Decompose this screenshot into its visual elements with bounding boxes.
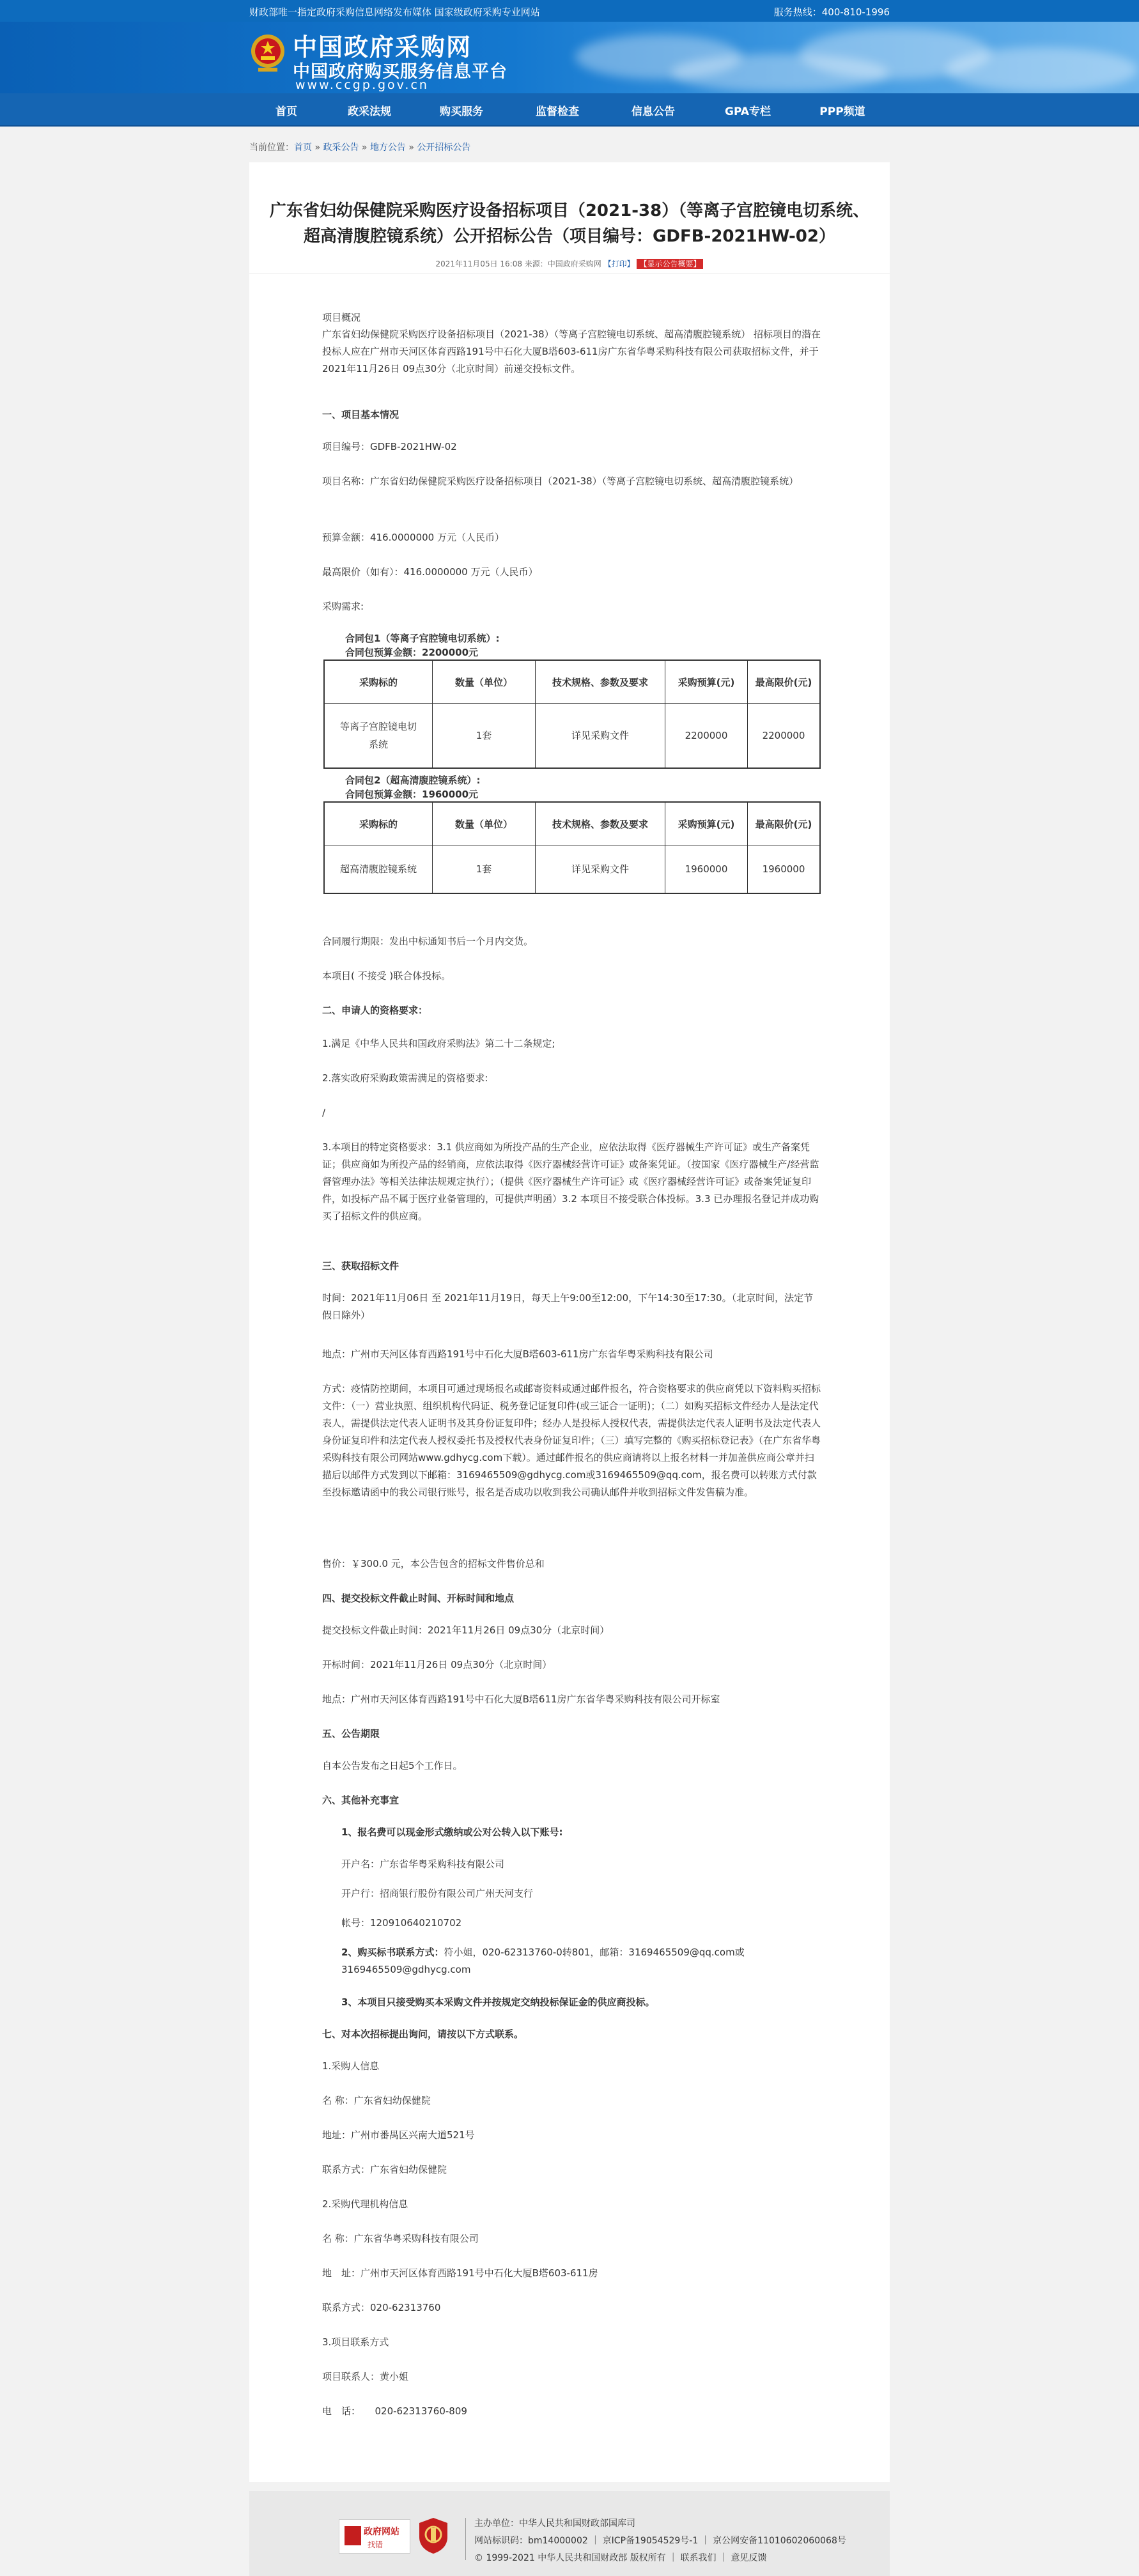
table-cell: 1套 [433, 704, 536, 769]
requirement-1: 1.满足《中华人民共和国政府采购法》第二十二条规定; [322, 1038, 555, 1049]
nav-item-services[interactable]: 购买服务 [440, 105, 483, 118]
show-summary-button[interactable]: 【显示公告概要】 [637, 259, 703, 269]
section-7-heading: 七、对本次招标提出询问，请按以下方式联系。 [322, 2028, 524, 2040]
table-cell: 1960000 [665, 845, 748, 894]
lot-1-heading [345, 631, 499, 659]
nav-item-gpa[interactable]: GPA专栏 [724, 105, 771, 118]
bank-account-number: 帐号：120910640210702 [341, 1917, 462, 1929]
table-cell: 详见采购文件 [536, 704, 665, 769]
table-row [324, 845, 820, 894]
bank-branch: 开户行：招商银行股份有限公司广州天河支行 [341, 1888, 534, 1899]
obtain-method: 方式：疫情防控期间，本项目可通过现场报名或邮寄资料或通过邮件报名，符合资格要求的供应商凭以下资料购买招标文件：（一）营业执照、组织机构代码证、税务登记证复印件(或三证合一证明)；（二）如购买招标文件经办人是法定代表人，需提供法定代表人证明书及其身份证复印件；经办人是投标人授权代表，需提供法定代表人证明书及法定代表人身份证复印件和法定代表人授权委托书及授权代表身份证复印件；（三）填写完整的《购买招标登记表》（在广东省华粤采购科技有限公司网站www.gdhycg.com下载）。通过邮件报名的供应商请将以上报名材料一并加盖供应商公章并扫描后以邮件方式发到以下邮箱：3169465509@gdhycg.com或3169465509@qq.com，报名费可以转账方式付款至投标邀请函中的我公司银行账号，报名是否成功以收到我公司确认邮件并收到招标文件发售稿为准。 [322, 1383, 821, 1498]
publish-date: 2021年11月05日 16:08 来源：中国政府采购网 [435, 259, 601, 268]
site-header [0, 22, 1139, 93]
submit-deadline: 提交投标文件截止时间：2021年11月26日 09点30分（北京时间） [322, 1624, 610, 1636]
table-cell: 等离子宫腔镜电切系统 [324, 704, 433, 769]
project-contact-phone: 电 话： 020-62313760-809 [322, 2405, 467, 2417]
purchaser-contact: 联系方式：广东省妇幼保健院 [322, 2164, 447, 2175]
table-header: 技术规格、参数及要求 [536, 660, 665, 704]
overview-text: 广东省妇幼保健院采购医疗设备招标项目（2021-38）（等离子宫腔镜电切系统、超高清腹腔镜系统） 招标项目的潜在投标人应在广州市天河区体育西路191号中石化大厦B塔603-611房广东省华粤采购科技有限公司获取招标文件，并于2021年11月26日 09点30分（北京时间）前递交投标文件。 [322, 328, 821, 374]
article-container [249, 162, 890, 2482]
nav-item-regulations[interactable]: 政采法规 [348, 105, 391, 118]
breadcrumb-sep: » [359, 143, 370, 153]
budget-amount: 预算金额：416.0000000 万元（人民币） [322, 532, 504, 543]
open-time: 开标时间：2021年11月26日 09点30分（北京时间） [322, 1659, 552, 1670]
nav-item-home[interactable]: 首页 [275, 105, 297, 118]
lot-2-title: 合同包2（超高清腹腔镜系统）: [345, 775, 481, 786]
main-nav [0, 93, 1139, 127]
lot-2-heading [345, 773, 480, 801]
bank-account-name: 开户名：广东省华粤采购科技有限公司 [341, 1858, 505, 1870]
divider [249, 273, 890, 274]
nav-item-supervision[interactable]: 监督检查 [536, 105, 579, 118]
party-gov-badge-icon[interactable] [417, 2517, 450, 2555]
agency-contact: 联系方式：020-62313760 [322, 2302, 441, 2313]
table-cell: 超高清腹腔镜系统 [324, 845, 433, 894]
table-cell: 2200000 [665, 704, 748, 769]
table-header: 采购预算(元) [665, 802, 748, 845]
supplement-2-label: 2、购买标书联系方式： [341, 1947, 444, 1958]
obtain-time: 时间：2021年11月06日 至 2021年11月19日，每天上午9:00至12:00，下午14:30至17:30。（北京时间，法定节假日除外） [322, 1292, 814, 1321]
table-cell: 详见采购文件 [536, 845, 665, 894]
section-2-heading: 二、申请人的资格要求： [322, 1005, 428, 1016]
contract-term: 合同履行期限：发出中标通知书后一个月内交货。 [322, 936, 534, 947]
site-url: www.ccgp.gov.cn [295, 78, 429, 92]
section-1-heading: 一、项目基本情况 [322, 409, 399, 420]
title-line-2: 超高清腹腔镜系统）公开招标公告（项目编号：GDFB-2021HW-02） [304, 227, 835, 246]
nav-item-notices[interactable]: 信息公告 [631, 105, 675, 118]
obtain-place: 地点：广州市天河区体育西路191号中石化大厦B塔603-611房广东省华粤采购科技有限公司 [322, 1348, 713, 1360]
open-place: 地点：广州市天河区体育西路191号中石化大厦B塔611房广东省华粤采购科技有限公司开标室 [322, 1693, 720, 1705]
top-bar [0, 0, 1139, 22]
site-logo-title[interactable]: 中国政府采购网 [293, 33, 472, 61]
supplement-2 [341, 1944, 789, 1978]
consortium-note: 本项目( 不接受 )联合体投标。 [322, 970, 451, 982]
title-line-1: 广东省妇幼保健院采购医疗设备招标项目（2021-38）（等离子宫腔镜电切系统、 [269, 201, 870, 220]
badge-subtitle: 找错 [368, 2540, 384, 2549]
demand-label: 采购需求: [322, 601, 364, 612]
supplement-3: 3、本项目只接受购买本采购文件并按规定交纳投标保证金的供应商投标。 [341, 1996, 655, 2008]
table-header: 最高限价(元) [748, 660, 821, 704]
footer-registration: 网站标识码：bm14000002 ｜ 京ICP备19054529号-1 ｜ 京公网安备11010602060068号 [474, 2536, 846, 2546]
breadcrumb-local[interactable]: 地方公告 [369, 143, 406, 153]
footer-copyright: © 1999-2021 中华人民共和国财政部 版权所有 ｜ 联系我们 ｜ 意见反馈 [474, 2553, 767, 2563]
purchaser-address: 地址：广州市番禺区兴南大道521号 [322, 2129, 475, 2141]
project-number: 项目编号：GDFB-2021HW-02 [322, 441, 457, 452]
lot-2-table [323, 801, 821, 894]
contact-1-label: 1.采购人信息 [322, 2060, 380, 2072]
requirement-2: 2.落实政府采购政策需满足的资格要求: [322, 1072, 488, 1084]
badge-title: 政府网站 [364, 2527, 399, 2537]
site-logo-subtitle: 中国政府购买服务信息平台 [293, 62, 508, 82]
table-row [324, 704, 820, 769]
breadcrumb [249, 141, 470, 153]
report-icon [345, 2526, 361, 2545]
document-price: 售价：￥300.0 元，本公告包含的招标文件售价总和 [322, 1558, 545, 1570]
table-header: 采购标的 [324, 802, 433, 845]
gov-site-error-report-badge[interactable] [339, 2519, 410, 2554]
lot-1-title: 合同包1（等离子宫腔镜电切系统）: [345, 633, 500, 644]
lot-2-budget: 合同包预算金额：1960000元 [345, 789, 479, 800]
breadcrumb-notices[interactable]: 政采公告 [323, 143, 359, 153]
nav-item-ppp[interactable]: PPP频道 [819, 105, 865, 118]
table-header: 数量（单位） [433, 660, 536, 704]
table-cell: 1960000 [748, 845, 821, 894]
section-6-heading: 六、其他补充事宜 [322, 1794, 399, 1806]
table-cell: 2200000 [748, 704, 821, 769]
breadcrumb-tender[interactable]: 公开招标公告 [417, 143, 471, 153]
lot-1-budget: 合同包预算金额：2200000元 [345, 647, 479, 658]
table-header: 最高限价(元) [748, 802, 821, 845]
footer-divider [465, 2518, 466, 2560]
section-5-heading: 五、公告期限 [322, 1728, 380, 1739]
site-footer [249, 2491, 890, 2576]
service-hotline: 服务热线：400-810-1996 [773, 6, 890, 18]
contact-3-label: 3.项目联系方式 [322, 2336, 389, 2348]
top-bar-slogan: 财政部唯一指定政府采购信息网络发布媒体 国家级政府采购专业网站 [249, 6, 540, 18]
breadcrumb-sep: » [312, 143, 323, 153]
article-meta [249, 258, 890, 269]
max-price: 最高限价（如有）：416.0000000 万元（人民币） [322, 566, 538, 578]
contact-2-label: 2.采购代理机构信息 [322, 2198, 408, 2210]
table-header: 采购预算(元) [665, 660, 748, 704]
purchaser-name: 名 称：广东省妇幼保健院 [322, 2095, 431, 2106]
section-4-heading: 四、提交投标文件截止时间、开标时间和地点 [322, 1593, 515, 1604]
project-contact-person: 项目联系人：黄小姐 [322, 2371, 409, 2382]
page-title [262, 198, 877, 249]
footer-organizer: 主办单位：中华人民共和国财政部国库司 [474, 2518, 635, 2529]
section-3-heading: 三、获取招标文件 [322, 1260, 399, 1272]
national-emblem-icon [249, 32, 286, 74]
table-cell: 1套 [433, 845, 536, 894]
supplement-1: 1、报名费可以现金形式缴纳或公对公转入以下账号: [341, 1826, 563, 1838]
breadcrumb-prefix: 当前位置： [249, 143, 294, 153]
table-header: 数量（单位） [433, 802, 536, 845]
breadcrumb-home[interactable]: 首页 [294, 143, 312, 153]
project-name: 项目名称：广东省妇幼保健院采购医疗设备招标项目（2021-38）（等离子宫腔镜电切系统、超高清腹腔镜系统） [322, 475, 799, 487]
notice-period: 自本公告发布之日起5个工作日。 [322, 1760, 463, 1771]
table-header: 采购标的 [324, 660, 433, 704]
supplement-2-value: 符小姐，020-62313760-0转801，邮箱：3169465509@qq.com或3169465509@gdhycg.com [341, 1947, 745, 1975]
footer-info [474, 2515, 846, 2567]
overview-label: 项目概况 [322, 312, 361, 323]
lot-1-table [323, 659, 821, 769]
table-header: 技术规格、参数及要求 [536, 802, 665, 845]
requirement-3: 3.本项目的特定资格要求：3.1 供应商如为所投产品的生产企业，应依法取得《医疗器械生产许可证》或生产备案凭证；供应商如为所投产品的经销商，应依法取得《医疗器械经营许可证》或备案凭证。（按国家《医疗器械生产/经营监督管理办法》等相关法律法规规定执行）；（提供《医疗器械生产许可证》或《医疗器械经营许可证》或备案凭证复印件，如投标产品不属于医疗业备管理的，可提供声明函）3.2 本项目不接受联合体投标。3.3 已办理报名登记并成功购买了招标文件的供应商。 [322, 1141, 819, 1222]
agency-address: 地 址：广州市天河区体育西路191号中石化大厦B塔603-611房 [322, 2267, 598, 2279]
requirement-2-value: / [322, 1107, 326, 1118]
agency-name: 名 称：广东省华粤采购科技有限公司 [322, 2233, 479, 2244]
print-link[interactable]: 【打印】 [603, 259, 635, 268]
breadcrumb-sep: » [405, 143, 417, 153]
